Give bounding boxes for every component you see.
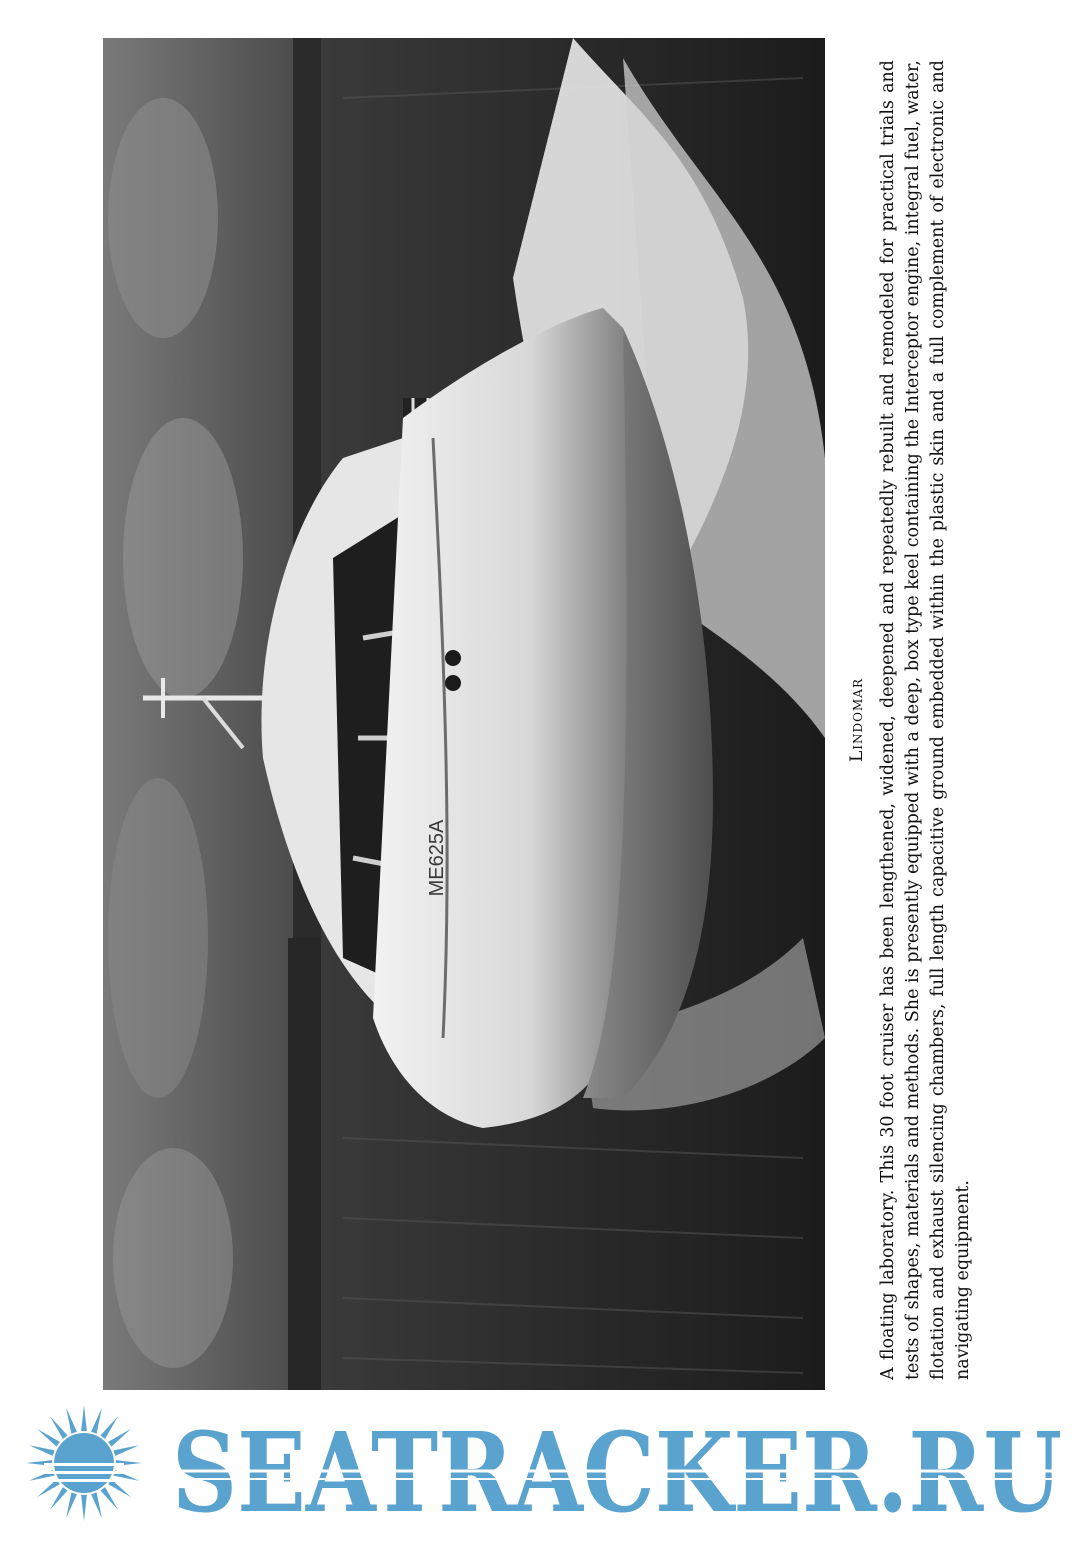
watermark [0, 1395, 1080, 1541]
sun-ray [66, 1408, 77, 1434]
sun-ray [100, 1487, 118, 1510]
hull-marking: ME625A [426, 819, 448, 897]
sun-ray [29, 1445, 55, 1456]
porthole [445, 650, 461, 666]
sun-ray [81, 1495, 87, 1521]
caption-body: A floating laboratory. This 30 foot cruiser has been lengthened, widened, deepened and repeatedly rebuilt and remodeled for practical trials and tests of shapes, materials and methods. She is presently equipped with a deep, box type keel containing the Interceptor engine, integral fuel, water, flotation and exhaust silencing chambers, full length capacitive ground embedded within the plastic skin and a full complement of electronic and navigating equipment. [878, 60, 973, 1380]
boat-photo-illustration [103, 38, 825, 1390]
sun-ray [50, 1487, 68, 1510]
sun-ray [108, 1479, 131, 1497]
sun-ray [100, 1416, 118, 1439]
sun-ray [37, 1479, 60, 1497]
sun-ray [50, 1416, 68, 1439]
sun-ray [37, 1429, 60, 1447]
watermark-text [165, 1409, 1070, 1529]
porthole [445, 675, 461, 691]
sun-ray [66, 1492, 77, 1518]
sun-ray [113, 1445, 139, 1456]
watermark-label: SEATRACKER.RU [172, 1409, 1062, 1529]
boat-photograph [103, 38, 825, 1390]
caption-block [845, 60, 975, 1380]
sun-logo-icon [4, 1403, 164, 1523]
caption-title: Lindomar [847, 678, 867, 762]
sun-ray [91, 1408, 102, 1434]
hull [373, 308, 635, 1128]
sun-ray [81, 1405, 87, 1431]
sun-ray [108, 1429, 131, 1447]
sun-ray [91, 1492, 102, 1518]
